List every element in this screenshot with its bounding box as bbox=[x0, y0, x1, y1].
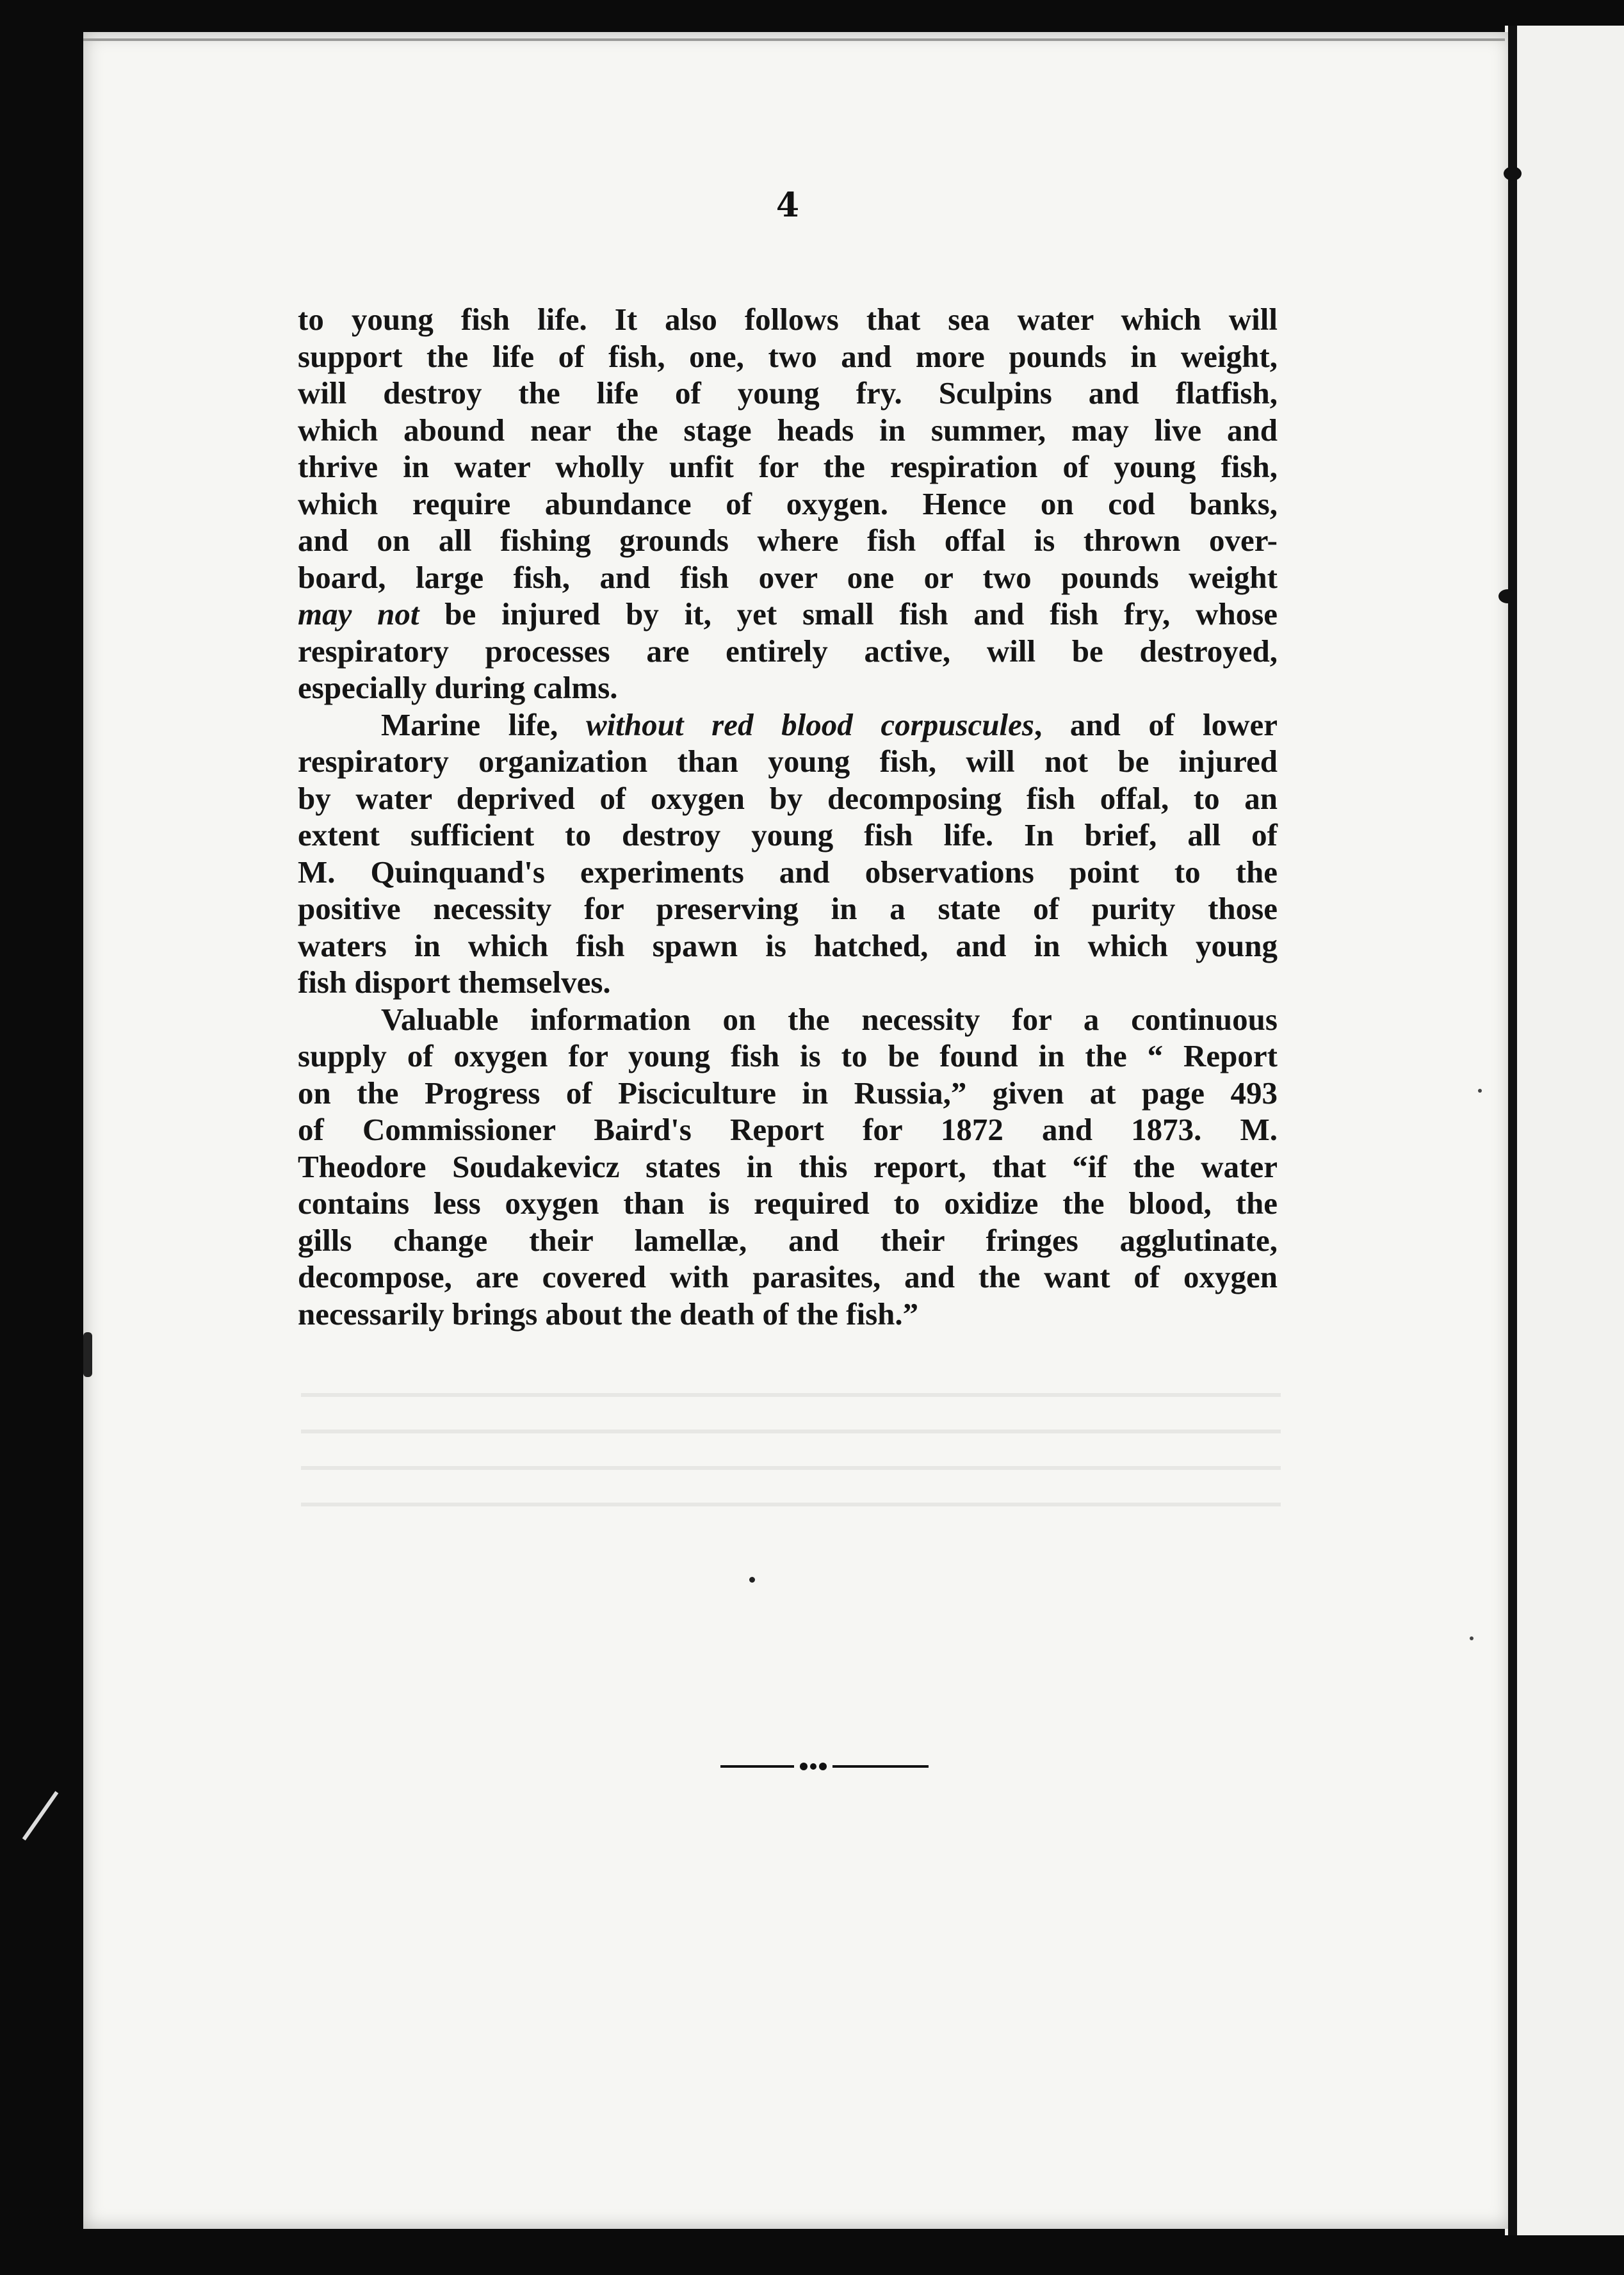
text-segment: of Commissioner Baird's Report for 1872 and 1873. M. bbox=[298, 1112, 1278, 1147]
fold-mark-1 bbox=[1504, 167, 1522, 181]
page-number: 4 bbox=[775, 186, 800, 225]
text-line bbox=[298, 1038, 1278, 1075]
fold-mark-2 bbox=[1498, 589, 1516, 603]
text-line bbox=[298, 375, 1278, 412]
text-segment: thrive in water wholly unfit for the respiration of young fish, bbox=[298, 449, 1278, 484]
text-line bbox=[298, 412, 1278, 449]
text-segment: contains less oxygen than is required to oxidize the blood, the bbox=[298, 1186, 1278, 1221]
text-line bbox=[298, 301, 1278, 338]
italic-phrase: without red blood corpuscules bbox=[585, 706, 1034, 742]
text-segment: especially during calms. bbox=[298, 670, 618, 705]
text-segment: extent sufficient to destroy young fish life. In brief, all of bbox=[298, 817, 1278, 852]
text-line bbox=[298, 559, 1278, 596]
text-segment: will destroy the life of young fry. Sculpins and flatfish, bbox=[298, 375, 1278, 411]
page-top-edge bbox=[83, 38, 1505, 41]
text-line bbox=[298, 1001, 1278, 1038]
text-segment: fish disport themselves. bbox=[298, 965, 611, 1000]
page-fold bbox=[1508, 26, 1517, 2235]
ink-speck-1 bbox=[1470, 1636, 1474, 1640]
text-line bbox=[298, 1075, 1278, 1112]
text-line bbox=[298, 780, 1278, 817]
text-line bbox=[298, 706, 1278, 744]
text-line bbox=[298, 890, 1278, 927]
text-segment: to young fish life. It also follows that sea water which will bbox=[298, 302, 1278, 337]
text-line bbox=[298, 338, 1278, 375]
text-line bbox=[298, 743, 1278, 780]
text-segment: by water deprived of oxygen by decomposing fish offal, to an bbox=[298, 780, 1278, 816]
text-segment: be injured by it, yet small fish and fish fry, whose bbox=[419, 596, 1278, 632]
text-segment: support the life of fish, one, two and more pounds in weight, bbox=[298, 338, 1278, 374]
italic-phrase: may not bbox=[298, 596, 419, 632]
adjacent-page bbox=[1505, 26, 1624, 2235]
text-segment: respiratory processes are entirely active, will be destroyed, bbox=[298, 633, 1278, 669]
text-line bbox=[298, 854, 1278, 891]
text-line bbox=[298, 817, 1278, 854]
text-segment: decompose, are covered with parasites, and the want of oxygen bbox=[298, 1259, 1278, 1294]
text-segment: and on all fishing grounds where fish offal is thrown over- bbox=[298, 523, 1278, 558]
text-line bbox=[298, 522, 1278, 559]
show-through bbox=[301, 1393, 1281, 1521]
text-segment: on the Progress of Pisciculture in Russia,” given at page 493 bbox=[298, 1075, 1278, 1111]
text-line bbox=[298, 485, 1278, 523]
text-line bbox=[298, 633, 1278, 670]
text-line bbox=[298, 669, 1278, 706]
text-line bbox=[298, 1222, 1278, 1259]
text-segment: which require abundance of oxygen. Hence on cod banks, bbox=[298, 485, 1278, 521]
text-line bbox=[298, 1296, 1278, 1333]
text-line bbox=[298, 448, 1278, 485]
text-line bbox=[298, 1111, 1278, 1148]
text-segment: board, large fish, and fish over one or two pounds weight bbox=[298, 559, 1278, 595]
text-segment: respiratory organization than young fish, will not be injured bbox=[298, 744, 1278, 779]
text-segment: , and of lower bbox=[1034, 706, 1278, 742]
text-segment: positive necessity for preserving in a state of purity those bbox=[298, 891, 1278, 926]
text-segment: which abound near the stage heads in summer, may live and bbox=[298, 412, 1278, 448]
paragraph-1 bbox=[298, 301, 1278, 706]
ornamental-rule bbox=[720, 1758, 929, 1775]
text-segment: supply of oxygen for young fish is to be found in the “ Report bbox=[298, 1038, 1278, 1073]
text-segment: necessarily brings about the death of the fish.” bbox=[298, 1296, 919, 1332]
ink-dot bbox=[749, 1577, 755, 1583]
paragraph-3 bbox=[298, 1001, 1278, 1333]
scan-scratch bbox=[22, 1791, 59, 1840]
ink-speck-2 bbox=[1478, 1089, 1482, 1093]
text-line bbox=[298, 596, 1278, 633]
text-segment: gills change their lamellæ, and their fringes agglutinate, bbox=[298, 1222, 1278, 1258]
text-segment: M. Quinquand's experiments and observations point to the bbox=[298, 854, 1278, 890]
text-line bbox=[298, 964, 1278, 1001]
text-segment: Valuable information on the necessity for a continuous bbox=[381, 1001, 1278, 1037]
margin-mark bbox=[83, 1332, 92, 1377]
text-line bbox=[298, 1185, 1278, 1222]
text-segment: Marine life, bbox=[381, 706, 586, 742]
text-line bbox=[298, 1148, 1278, 1186]
text-line bbox=[298, 927, 1278, 965]
text-line bbox=[298, 1259, 1278, 1296]
text-segment: waters in which fish spawn is hatched, and in which young bbox=[298, 927, 1278, 963]
paragraph-2 bbox=[298, 706, 1278, 1001]
body-text bbox=[298, 301, 1278, 1332]
text-segment: Theodore Soudakevicz states in this report, that “if the water bbox=[298, 1148, 1278, 1184]
